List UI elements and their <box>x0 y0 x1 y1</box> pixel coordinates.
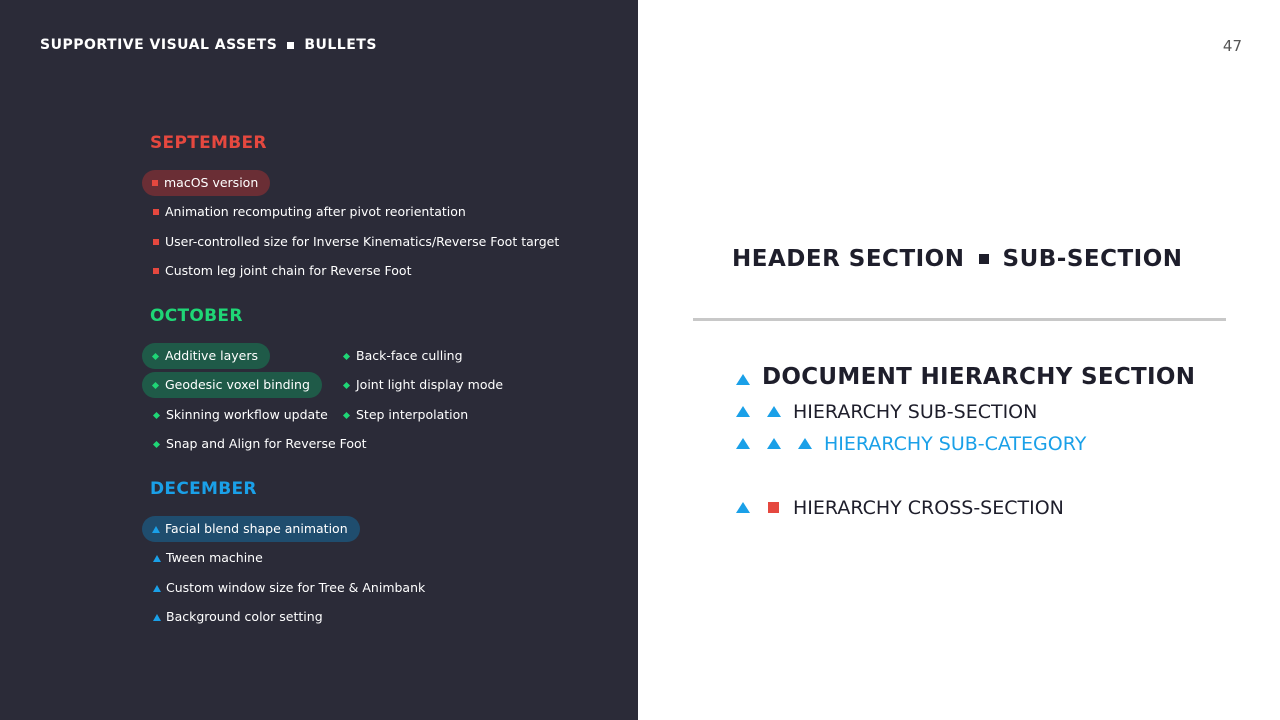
list-item-text: Background color setting <box>166 609 323 624</box>
red-square-bullet-icon <box>153 268 159 274</box>
sub-section-text: SUB-SECTION <box>1002 246 1183 272</box>
hierarchy-section <box>762 364 1195 390</box>
list-item-text: Additive layers <box>165 348 258 363</box>
green-diamond-bullet-icon <box>153 411 160 418</box>
september-item-highlighted <box>142 170 270 196</box>
slide-title <box>40 37 377 53</box>
december-item <box>143 575 425 601</box>
triangle-bullet-icon <box>767 406 781 417</box>
list-item-text: Animation recomputing after pivot reorientation <box>165 204 466 219</box>
september-item <box>143 229 559 255</box>
triangle-bullet-icon <box>736 438 750 449</box>
square-separator-icon <box>287 42 294 49</box>
list-item-text: Geodesic voxel binding <box>165 377 310 392</box>
blue-triangle-bullet-icon <box>153 614 161 621</box>
hierarchy-cross-section <box>793 497 1064 519</box>
list-item-text: User-controlled size for Inverse Kinematics/Reverse Foot target <box>165 234 560 249</box>
green-diamond-bullet-icon <box>153 440 160 447</box>
triangle-bullet-icon <box>767 438 781 449</box>
september-item <box>143 199 466 225</box>
red-square-bullet-icon <box>768 502 779 513</box>
blue-triangle-bullet-icon <box>153 555 161 562</box>
october-item <box>333 343 463 369</box>
blue-triangle-bullet-icon <box>153 585 161 592</box>
list-item-text: Custom leg joint chain for Reverse Foot <box>165 263 412 278</box>
red-square-bullet-icon <box>152 180 158 186</box>
triangle-bullet-icon <box>736 374 750 385</box>
hierarchy-sub-category <box>824 433 1086 455</box>
hierarchy-sub-section <box>793 401 1037 423</box>
hierarchy-sub-category-text: HIERARCHY SUB-CATEGORY <box>824 433 1087 455</box>
december-heading: DECEMBER <box>150 479 257 499</box>
hierarchy-cross-section-text: HIERARCHY CROSS-SECTION <box>793 497 1064 519</box>
red-square-bullet-icon <box>153 239 159 245</box>
list-item-text: Snap and Align for Reverse Foot <box>166 436 367 451</box>
square-separator-icon <box>979 254 989 264</box>
triangle-bullet-icon <box>736 502 750 513</box>
green-diamond-bullet-icon <box>343 411 350 418</box>
december-item <box>143 545 263 571</box>
green-diamond-bullet-icon <box>343 381 350 388</box>
october-item <box>333 402 468 428</box>
october-item <box>143 402 328 428</box>
list-item-text: Tween machine <box>166 550 263 565</box>
september-item <box>143 258 411 284</box>
red-square-bullet-icon <box>153 209 159 215</box>
green-diamond-bullet-icon <box>152 352 159 359</box>
header-section-text: HEADER SECTION <box>732 246 965 272</box>
section-header <box>732 246 1183 272</box>
hierarchy-section-text: DOCUMENT HIERARCHY SECTION <box>762 364 1196 390</box>
triangle-bullet-icon <box>736 406 750 417</box>
page-number: 47 <box>1222 37 1242 55</box>
slide-title-left: SUPPORTIVE VISUAL ASSETS <box>40 37 278 53</box>
list-item-text: macOS version <box>164 175 259 190</box>
october-heading: OCTOBER <box>150 306 243 326</box>
list-item-text: Skinning workflow update <box>166 407 328 422</box>
october-item-highlighted <box>142 343 270 369</box>
list-item-text: Custom window size for Tree & Animbank <box>166 580 426 595</box>
blue-triangle-bullet-icon <box>152 526 160 533</box>
october-item-highlighted <box>142 372 322 398</box>
green-diamond-bullet-icon <box>343 352 350 359</box>
slide-title-right: BULLETS <box>304 37 377 53</box>
october-item <box>143 431 367 457</box>
list-item-text: Joint light display mode <box>356 377 504 392</box>
list-item-text: Back-face culling <box>356 348 463 363</box>
october-item <box>333 372 503 398</box>
december-item-highlighted <box>142 516 360 542</box>
hierarchy-sub-section-text: HIERARCHY SUB-SECTION <box>793 401 1038 423</box>
september-heading: SEPTEMBER <box>150 133 267 153</box>
list-item-text: Step interpolation <box>356 407 469 422</box>
december-item <box>143 604 323 630</box>
triangle-bullet-icon <box>798 438 812 449</box>
green-diamond-bullet-icon <box>152 381 159 388</box>
list-item-text: Facial blend shape animation <box>165 521 348 536</box>
divider <box>693 318 1226 321</box>
dark-panel <box>0 0 638 720</box>
